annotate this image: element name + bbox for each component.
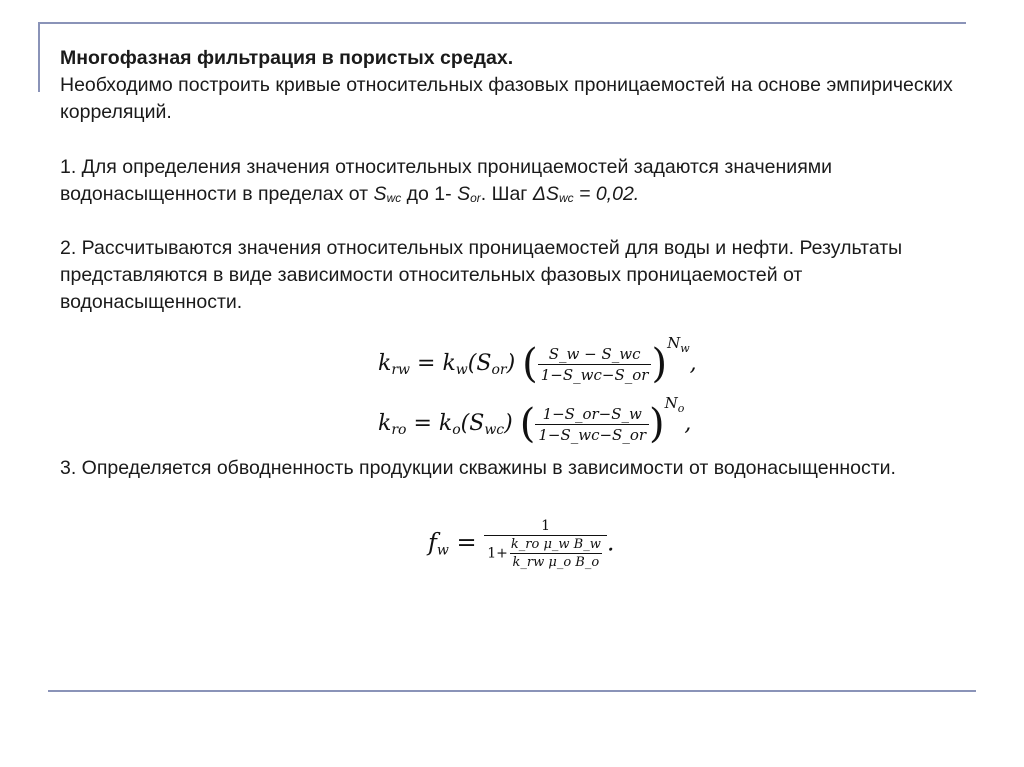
kro-exponent: N <box>664 394 678 412</box>
krw-lhs: k <box>378 351 392 376</box>
step1-mid: до 1- <box>401 183 458 205</box>
frame-top-line <box>38 22 966 24</box>
krw-paren-open: ( <box>522 341 538 387</box>
frame-bottom-line <box>48 690 976 692</box>
fw-inner-denominator: k_rw μ_o B_o <box>510 553 603 570</box>
intro-text: Необходимо построить кривые относительных фазовых проницаемостей на основе эмпирических корреляций. <box>60 74 953 123</box>
krw-formula <box>378 334 697 387</box>
kro-arg-sub: wc <box>484 422 505 438</box>
krw-numerator: S_w − S_wc <box>548 344 641 363</box>
fw-inner-numerator: k_ro μ_w B_w <box>510 537 601 552</box>
krw-arg-sub: or <box>491 362 507 378</box>
step1-s2-sub: or <box>470 191 481 205</box>
step1-step-label: . Шаг <box>480 183 533 205</box>
kro-numerator: 1−S_or−S_w <box>542 404 642 423</box>
krw-denominator: 1−S_wc−S_or <box>538 364 652 384</box>
step-3: 3. Определяется обводненность продукции скважины в зависимости от водонасыщенности. <box>60 457 896 479</box>
fw-den-prefix: 1+ <box>487 545 508 562</box>
step1-delta: ΔS <box>532 183 559 205</box>
krw-k-sub: w <box>455 362 468 378</box>
kro-arg-close: ) <box>504 411 513 436</box>
fw-lhs-sub: w <box>436 542 449 559</box>
kro-paren-open: ( <box>519 401 536 447</box>
step-2: 2. Рассчитываются значения относительных проницаемостей для воды и нефти. Результаты представляются в виде зависимости относительных фазовых проницаемостей от водонасыщенности. <box>60 237 903 313</box>
kro-fraction <box>535 405 649 444</box>
kro-eq: = <box>406 411 439 436</box>
step1-delta-value: = 0,02. <box>573 183 640 205</box>
step1-s1: S <box>373 183 387 205</box>
krw-tail: , <box>689 351 697 376</box>
krw-arg-close: ) <box>506 351 516 376</box>
krw-exponent-sub: w <box>680 342 690 355</box>
step1-prefix: 1. Для определения значения относительных проницаемостей задаются значениями водонасыщенности в пределах от <box>60 156 833 205</box>
krw-fraction <box>538 345 652 384</box>
fw-denominator <box>484 535 607 570</box>
frame-left-line <box>38 22 40 92</box>
krw-paren-close: ) <box>651 341 668 387</box>
step1-s2: S <box>457 183 471 205</box>
fw-tail: . <box>606 528 615 557</box>
kro-arg: (S <box>460 411 485 436</box>
fw-formula <box>428 518 614 570</box>
kro-k: k <box>438 411 453 436</box>
kro-denominator: 1−S_wc−S_or <box>535 424 649 444</box>
fw-eq: = <box>448 528 485 557</box>
kro-formula <box>378 394 692 447</box>
krw-lhs-sub: rw <box>391 362 411 378</box>
fw-fraction <box>484 518 607 570</box>
slide-header <box>60 45 980 126</box>
krw-eq: = <box>410 351 443 376</box>
slide-title: Многофазная фильтрация в пористых средах. <box>60 47 514 69</box>
krw-arg: (S <box>467 351 492 376</box>
krw-k: k <box>442 351 456 376</box>
fw-inner-fraction <box>508 537 604 570</box>
step1-s1-sub: wc <box>386 191 402 205</box>
step-1 <box>60 154 980 212</box>
fw-numerator: 1 <box>541 518 550 534</box>
kro-lhs: k <box>378 411 392 436</box>
kro-lhs-sub: ro <box>391 422 407 438</box>
kro-k-sub: o <box>452 422 461 438</box>
krw-exponent: N <box>667 334 681 352</box>
kro-paren-close: ) <box>649 401 665 447</box>
fw-lhs: f <box>428 528 437 557</box>
kro-tail: , <box>684 411 692 436</box>
kro-exponent-sub: o <box>677 402 685 415</box>
step1-delta-sub: wc <box>558 191 574 205</box>
